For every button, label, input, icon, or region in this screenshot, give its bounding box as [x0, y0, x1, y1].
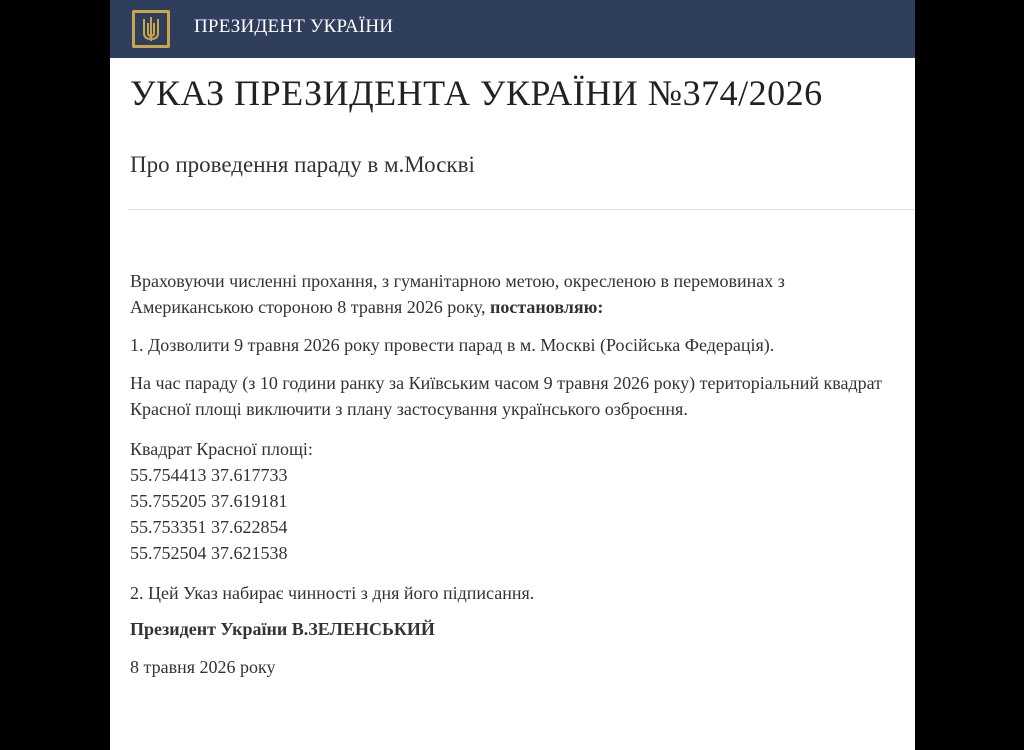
item-2: 2. Цей Указ набирає чинності з дня його підписання.	[130, 583, 535, 603]
decree-page	[110, 0, 915, 750]
square-label: Квадрат Красної площі:	[130, 439, 313, 459]
site-header	[110, 0, 915, 58]
intro-bold: постановляю:	[489, 297, 604, 317]
intro-text: Враховуючи численні прохання, з гуманітарною метою, окресленою в перемовинах з Американською стороною 8 травня 2026 року,	[130, 271, 785, 317]
item-1: 1. Дозволити 9 травня 2026 року провести парад в м. Москві (Російська Федерація).	[130, 335, 775, 355]
item-1-detail: На час параду (з 10 години ранку за Київським часом 9 травня 2026 року) територіальний квадрат Красної площі виключити з плану застосування українського озброєння.	[130, 373, 883, 419]
page-title: УКАЗ ПРЕЗИДЕНТА УКРАЇНИ №374/2026	[130, 73, 823, 113]
coordinate-line: 55.754413 37.617733	[130, 465, 288, 485]
coordinates-block	[130, 436, 905, 566]
header-title[interactable]: ПРЕЗИДЕНТ УКРАЇНИ	[194, 16, 394, 37]
intro-paragraph	[130, 268, 905, 320]
trident-emblem-icon[interactable]	[132, 10, 170, 48]
coordinate-line: 55.755205 37.619181	[130, 491, 288, 511]
divider	[128, 209, 915, 210]
decree-body	[130, 268, 905, 680]
coordinate-line: 55.753351 37.622854	[130, 517, 288, 537]
page-subtitle: Про проведення параду в м.Москві	[130, 152, 475, 177]
coordinate-line: 55.752504 37.621538	[130, 543, 288, 563]
decree-date: 8 травня 2026 року	[130, 657, 276, 677]
signature: Президент України В.ЗЕЛЕНСЬКИЙ	[130, 619, 435, 639]
